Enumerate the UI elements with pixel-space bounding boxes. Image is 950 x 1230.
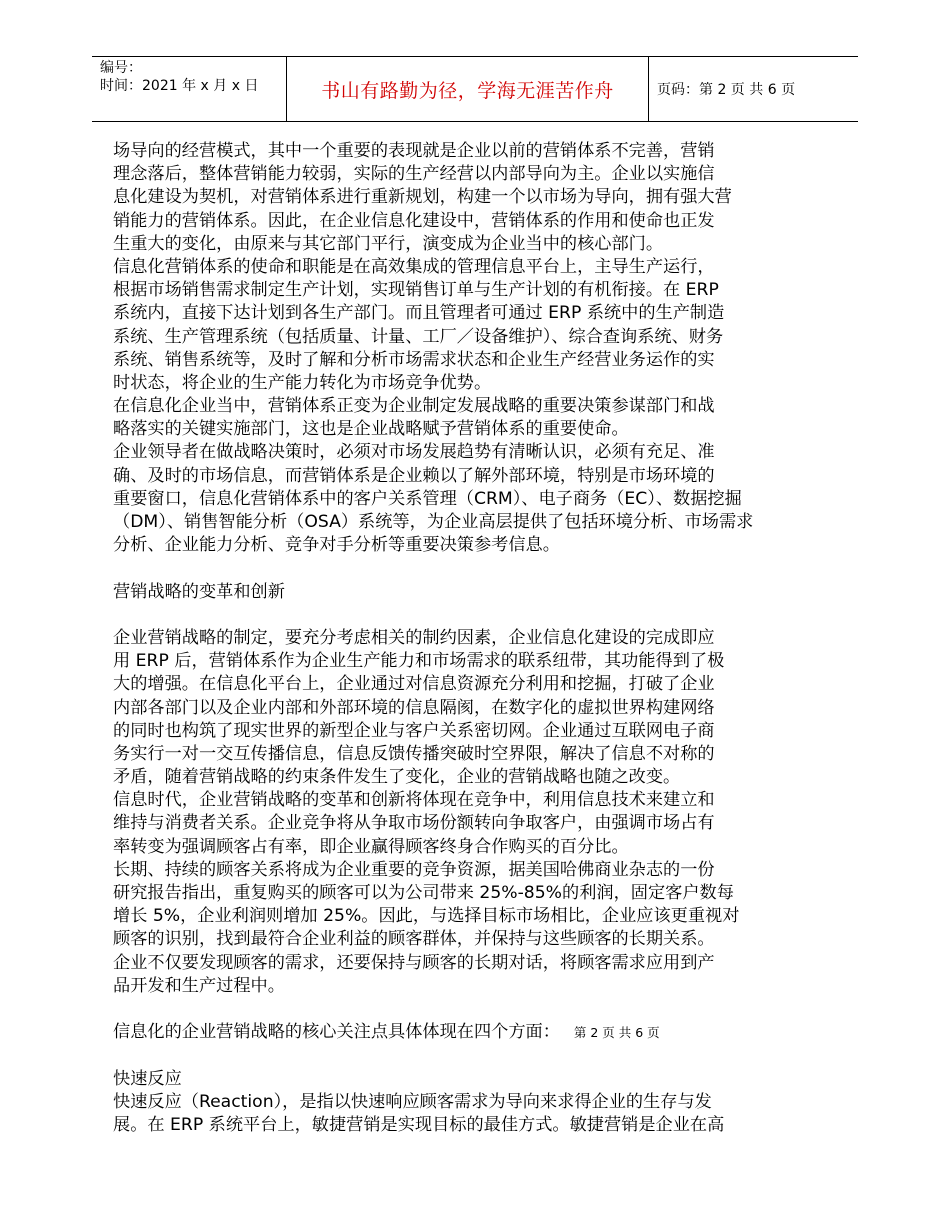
document-time-label: 时间：2021 年 x 月 x 日 bbox=[100, 78, 259, 94]
text-line: 销能力的营销体系。因此，在企业信息化建设中，营销体系的作用和使命也正发 bbox=[113, 210, 715, 231]
document-number-label: 编号： bbox=[100, 60, 142, 76]
paragraph-8 bbox=[113, 1091, 773, 1137]
text-line: 在信息化企业当中，营销体系正变为企业制定发展战略的重要决策参谋部门和战 bbox=[113, 396, 715, 417]
text-line: 务实行一对一交互传播信息，信息反馈传播突破时空界限，解决了信息不对称的 bbox=[113, 743, 715, 764]
text-line: 用 ERP 后，营销体系作为企业生产能力和市场需求的联系纽带，其功能得到了极 bbox=[113, 651, 725, 672]
paragraph-6 bbox=[113, 789, 773, 859]
paragraph-4 bbox=[113, 441, 773, 557]
blank-line bbox=[113, 604, 773, 627]
text-line: 展。在 ERP 系统平台上，敏捷营销是实现目标的最佳方式。敏捷营销是企业在高 bbox=[113, 1114, 725, 1135]
text-line: 信息化营销体系的使命和职能是在高效集成的管理信息平台上，主导生产运行， bbox=[113, 256, 715, 277]
text-line: 生重大的变化，由原来与其它部门平行，演变成为企业当中的核心部门。 bbox=[113, 233, 664, 254]
section-heading: 营销战略的变革和创新 bbox=[113, 581, 285, 602]
document-body bbox=[113, 140, 773, 1137]
text-line: 系统、生产管理系统（包括质量、计量、工厂／设备维护）、综合查询系统、财务 bbox=[113, 326, 724, 347]
text-line: 增长 5%，企业利润则增加 25%。因此，与选择目标市场相比，企业应该更重视对 bbox=[113, 906, 740, 927]
blank-line bbox=[113, 557, 773, 580]
text-line: 时状态，将企业的生产能力转化为市场竞争优势。 bbox=[113, 372, 492, 393]
header-page-number: 页码：第 2 页 共 6 页 bbox=[657, 82, 796, 98]
text-line: 率转变为强调顾客占有率，即企业赢得顾客终身合作购买的百分比。 bbox=[113, 836, 629, 857]
text-line: 确、及时的市场信息，而营销体系是企业赖以了解外部环境，特别是市场环境的 bbox=[113, 465, 715, 486]
text-line: 矛盾，随着营销战略的约束条件发生了变化，企业的营销战略也随之改变。 bbox=[113, 767, 681, 788]
blank-line bbox=[113, 1044, 773, 1067]
header-page-cell bbox=[649, 57, 858, 121]
text-line: 维持与消费者关系。企业竞争将从争取市场份额转向争取客户，由强调市场占有 bbox=[113, 813, 715, 834]
paragraph-3 bbox=[113, 395, 773, 441]
text-line: 分析、企业能力分析、竞争对手分析等重要决策参考信息。 bbox=[113, 535, 560, 556]
text-line: 大的增强。在信息化平台上，企业通过对信息资源充分利用和挖掘，打破了企业 bbox=[113, 674, 715, 695]
paragraph-2 bbox=[113, 256, 773, 395]
text-line: 息化建设为契机，对营销体系进行重新规划，构建一个以市场为导向，拥有强大营 bbox=[113, 187, 732, 208]
text-line: 内部各部门以及企业内部和外部环境的信息隔阂，在数字化的虚拟世界构建网络 bbox=[113, 697, 715, 718]
text-line: 品开发和生产过程中。 bbox=[113, 975, 285, 996]
text-line: 企业领导者在做战略决策时，必须对市场发展趋势有清晰认识，必须有充足、准 bbox=[113, 442, 715, 463]
header-meta-cell bbox=[92, 57, 286, 121]
inline-page-number: 第 2 页 共 6 页 bbox=[573, 1025, 660, 1041]
section-heading: 快速反应 bbox=[113, 1068, 182, 1089]
text-line: 顾客的识别，找到最符合企业利益的顾客群体，并保持与这些顾客的长期关系。 bbox=[113, 929, 715, 950]
paragraph-7 bbox=[113, 859, 773, 998]
header-motto: 书山有路勤为径，学海无涯苦作舟 bbox=[321, 79, 614, 102]
text-line: （DM）、销售智能分析（OSA）系统等，为企业高层提供了包括环境分析、市场需求 bbox=[113, 512, 754, 532]
text-line: 系统、销售系统等，及时了解和分析市场需求状态和企业生产经营业务运作的实 bbox=[113, 349, 715, 370]
paragraph-1 bbox=[113, 140, 773, 256]
text-line: 的同时也构筑了现实世界的新型企业与客户关系密切网。企业通过互联网电子商 bbox=[113, 720, 715, 741]
text-line: 研究报告指出，重复购买的顾客可以为公司带来 25%-85%的利润，固定客户数每 bbox=[113, 883, 734, 903]
text-line: 场导向的经营模式，其中一个重要的表现就是企业以前的营销体系不完善，营销 bbox=[113, 141, 715, 161]
text-line: 企业营销战略的制定，要充分考虑相关的制约因素，企业信息化建设的完成即应 bbox=[113, 627, 715, 648]
text-line: 重要窗口，信息化营销体系中的客户关系管理（CRM）、电子商务（EC）、数据挖掘 bbox=[113, 488, 742, 509]
page-header bbox=[92, 56, 858, 122]
text-line: 企业不仅要发现顾客的需求，还要保持与顾客的长期对话，将顾客需求应用到产 bbox=[113, 952, 715, 973]
text-line: 信息时代，企业营销战略的变革和创新将体现在竞争中，利用信息技术来建立和 bbox=[113, 790, 715, 811]
paragraph-5 bbox=[113, 627, 773, 789]
intro-text: 信息化的企业营销战略的核心关注点具体体现在四个方面： bbox=[113, 1022, 560, 1043]
header-motto-cell bbox=[286, 57, 649, 121]
intro-line bbox=[113, 1021, 773, 1044]
blank-line bbox=[113, 998, 773, 1021]
text-line: 略落实的关键实施部门，这也是企业战略赋予营销体系的重要使命。 bbox=[113, 419, 629, 440]
text-line: 系统内，直接下达计划到各生产部门。而且管理者可通过 ERP 系统中的生产制造 bbox=[113, 303, 725, 324]
text-line: 快速反应（Reaction），是指以快速响应顾客需求为导向来求得企业的生存与发 bbox=[113, 1091, 712, 1112]
text-line: 根据市场销售需求制定生产计划，实现销售订单与生产计划的有机衔接。在 ERP bbox=[113, 280, 719, 301]
text-line: 长期、持续的顾客关系将成为企业重要的竞争资源，据美国哈佛商业杂志的一份 bbox=[113, 859, 715, 880]
text-line: 理念落后，整体营销能力较弱，实际的生产经营以内部导向为主。企业以实施信 bbox=[113, 164, 715, 185]
